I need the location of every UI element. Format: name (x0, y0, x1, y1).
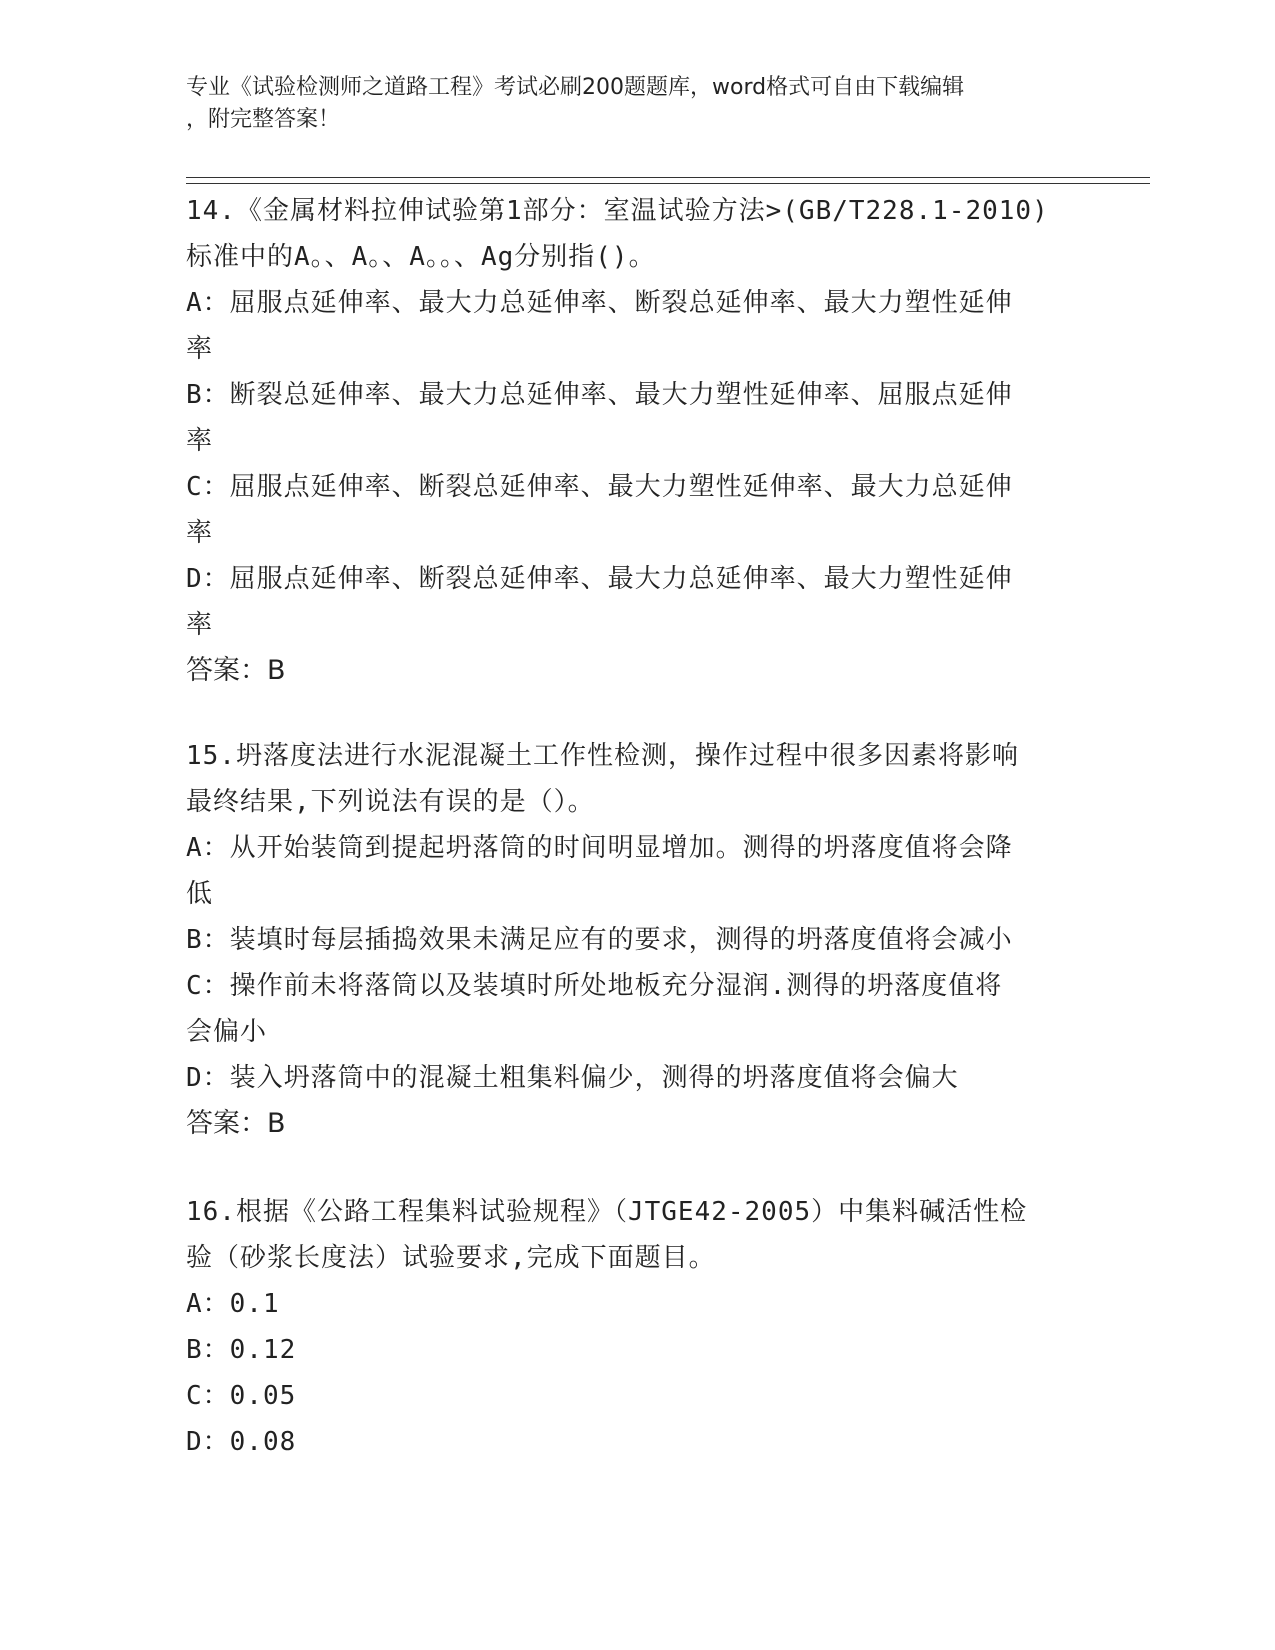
question-stem-line: 标准中的A。、A。、A。。、Ag分别指()。 (186, 242, 656, 272)
option-d: D：屈服点延伸率、断裂总延伸率、最大力总延伸率、最大力塑性延伸 (186, 564, 1013, 594)
option-a-cont: 低 (186, 879, 214, 909)
option-c-cont: 会偏小 (186, 1017, 268, 1047)
option-d-cont: 率 (186, 610, 214, 640)
question-14 (186, 188, 1086, 694)
header-line-2: ，附完整答案！ (186, 107, 341, 132)
answer-label: 答案：B (186, 655, 286, 686)
header-divider-bottom (186, 183, 1150, 184)
option-a: A：从开始装筒到提起坍落筒的时间明显增加。测得的坍落度值将会降 (186, 833, 1013, 863)
option-b: B：装填时每层插捣效果未满足应有的要求，测得的坍落度值将会减小 (186, 925, 1013, 955)
question-stem-line: 16.根据《公路工程集料试验规程》（JTGE42-2005）中集料碱活性检 (186, 1197, 1028, 1227)
question-15 (186, 733, 1086, 1147)
header-divider-top (186, 177, 1150, 178)
question-16 (186, 1189, 1086, 1465)
option-a: A：0.1 (186, 1289, 280, 1319)
option-d: D：0.08 (186, 1427, 297, 1457)
option-b-cont: 率 (186, 426, 214, 456)
option-c: C：0.05 (186, 1381, 297, 1411)
option-d: D：装入坍落筒中的混凝土粗集料偏少，测得的坍落度值将会偏大 (186, 1063, 959, 1093)
option-c: C：屈服点延伸率、断裂总延伸率、最大力塑性延伸率、最大力总延伸 (186, 472, 1013, 502)
question-stem-line: 最终结果,下列说法有误的是（）。 (186, 787, 595, 817)
option-c: C：操作前未将落筒以及装填时所处地板充分湿润.测得的坍落度值将 (186, 971, 1003, 1001)
question-stem-line: 14.《金属材料拉伸试验第1部分：室温试验方法>(GB/T228.1-2010) (186, 196, 1049, 226)
option-b: B：0.12 (186, 1335, 297, 1365)
option-a: A：屈服点延伸率、最大力总延伸率、断裂总延伸率、最大力塑性延伸 (186, 288, 1013, 318)
header-line-1: 专业《试验检测师之道路工程》考试必刷200题题库，word格式可自由下载编辑 (186, 75, 965, 100)
option-c-cont: 率 (186, 518, 214, 548)
answer-label: 答案：B (186, 1108, 286, 1139)
document-header (186, 72, 1066, 136)
option-a-cont: 率 (186, 334, 214, 364)
option-b: B：断裂总延伸率、最大力总延伸率、最大力塑性延伸率、屈服点延伸 (186, 380, 1013, 410)
question-stem-line: 验（砂浆长度法）试验要求,完成下面题目。 (186, 1243, 716, 1273)
question-stem-line: 15.坍落度法进行水泥混凝土工作性检测，操作过程中很多因素将影响 (186, 741, 1019, 771)
